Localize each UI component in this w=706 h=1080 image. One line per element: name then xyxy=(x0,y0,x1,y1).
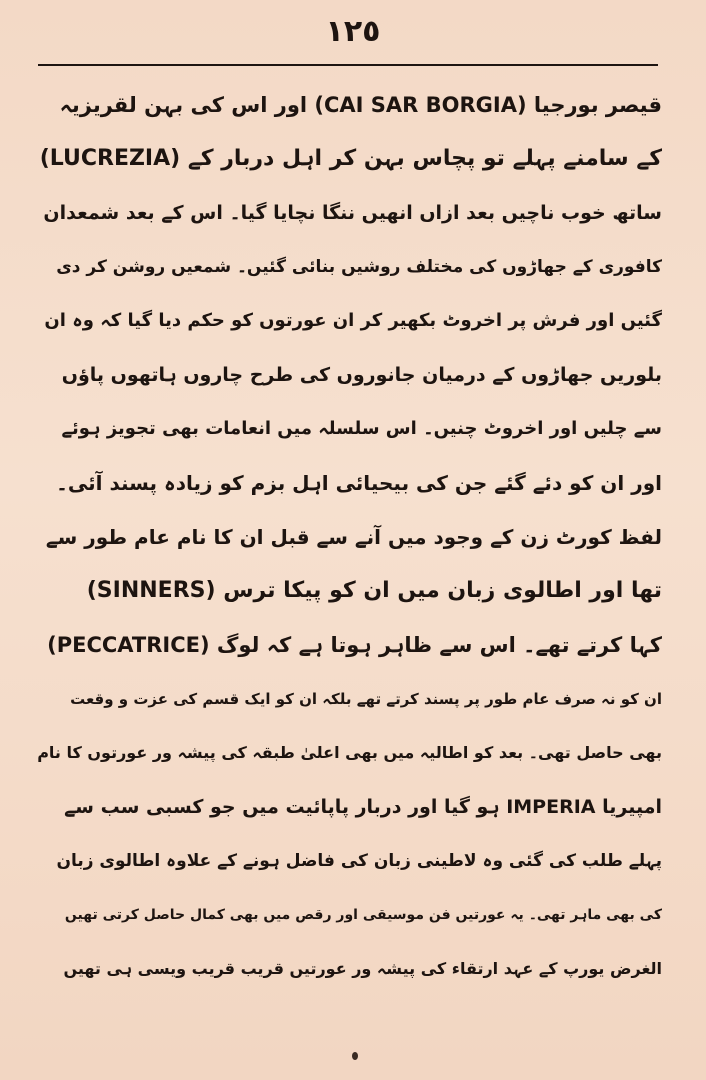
text-line: ان کو نہ صرف عام طور پر پسند کرتے تھے بلکہ ان کو ایک قسم کی عزت و وقعت xyxy=(70,690,662,708)
text-line: اور ان کو دئے گئے جن کی بیحیائی اہل بزم کو زیادہ پسند آئی۔ xyxy=(56,471,662,495)
text-line: (PECCATRICE) کہا کرتے تھے۔ اس سے ظاہر ہوتا ہے کہ لوگ xyxy=(47,633,662,657)
text-line: بھی حاصل تھی۔ بعد کو اطالیہ میں بھی اعلیٰ طبقہ کی پیشہ ور عورتوں کا نام xyxy=(37,743,662,762)
text-line: امپیریا IMPERIA ہو گیا اور دربار پاپائیت میں جو کسبی سب سے xyxy=(64,796,662,818)
body-text xyxy=(36,78,662,996)
page-mark xyxy=(352,1052,358,1060)
text-line: ساتھ خوب ناچیں بعد ازاں انھیں ننگا نچایا گیا۔ اس کے بعد شمعدان xyxy=(43,202,662,224)
text-line: کافوری کے جھاڑوں کی مختلف روشیں بنائی گئیں۔ شمعیں روشن کر دی xyxy=(56,257,662,277)
text-line: (LUCREZIA) کے سامنے پہلے تو پچاس بہن کر اہل دربار کے xyxy=(39,146,662,171)
text-line: پہلے طلب کی گئی وہ لاطینی زبان کی فاضل ہونے کے علاوہ اطالوی زبان xyxy=(56,851,662,871)
text-line: الغرض یورپ کے عہد ارتقاء کی پیشہ ور عورتیں قریب قریب ویسی ہی تھیں xyxy=(63,959,662,978)
text-line: گئیں اور فرش پر اخروٹ بکھیر کر ان عورتوں کو حکم دیا گیا کہ وہ ان xyxy=(44,310,662,331)
text-line: (SINNERS) تھا اور اطالوی زبان میں ان کو پیکا ترس xyxy=(86,578,662,603)
text-line: بلوریں جھاڑوں کے درمیان جانوروں کی طرح چاروں ہاتھوں پاؤں xyxy=(61,364,662,386)
text-line: سے چلیں اور اخروٹ چنیں۔ اس سلسلہ میں انعامات بھی تجویز ہوئے xyxy=(61,418,662,439)
text-line: لفظ کورٹ زن کے وجود میں آنے سے قبل ان کا نام عام طور سے xyxy=(45,525,662,549)
text-line: کی بھی ماہر تھی۔ یہ عورتیں فن موسیقی اور رقص میں بھی کمال حاصل کرتی تھیں xyxy=(64,907,662,923)
header-rule xyxy=(38,64,658,66)
text-line: قیصر بورجیا (CAI SAR BORGIA) اور اس کی بہن لقریزیہ xyxy=(59,93,662,117)
page-number: ١٢٥ xyxy=(325,14,381,49)
